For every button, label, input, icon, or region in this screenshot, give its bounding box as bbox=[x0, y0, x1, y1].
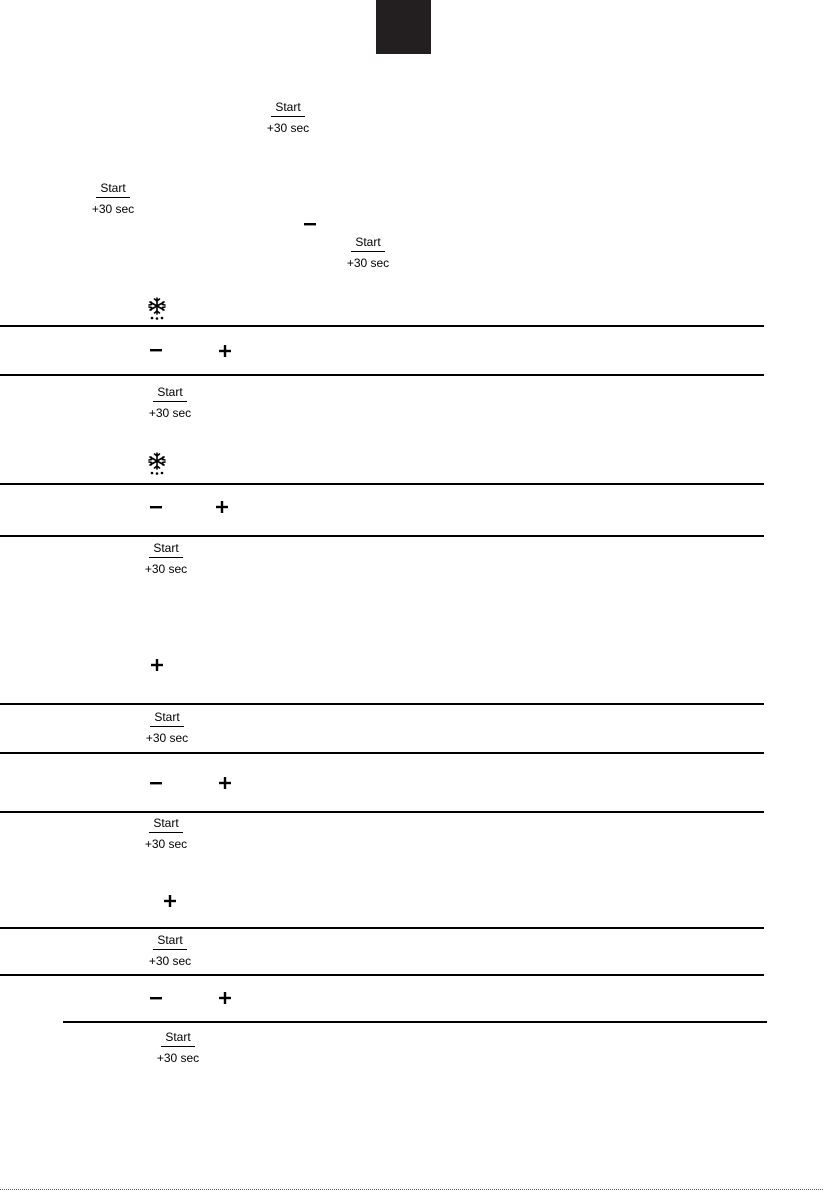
plus-30-sec-label: +30 sec bbox=[148, 954, 192, 968]
minus-icon bbox=[149, 343, 163, 357]
start-label: Start bbox=[275, 100, 301, 114]
plus-icon bbox=[215, 500, 229, 514]
page-bottom-border bbox=[0, 1189, 823, 1190]
table-rule bbox=[0, 374, 764, 376]
start-label: Start bbox=[153, 816, 179, 830]
plus-30-sec-label: +30 sec bbox=[156, 1051, 200, 1065]
table-rule bbox=[0, 535, 764, 537]
plus-30-sec-label: +30 sec bbox=[144, 837, 188, 851]
start-label: Start bbox=[157, 933, 183, 947]
table-rule bbox=[63, 1021, 767, 1023]
defrost-snowflake-icon bbox=[146, 451, 168, 475]
plus-icon bbox=[218, 776, 232, 790]
plus-30-sec-label: +30 sec bbox=[148, 406, 192, 420]
table-rule bbox=[0, 752, 764, 754]
defrost-snowflake-icon bbox=[146, 296, 168, 320]
language-tab bbox=[376, 0, 431, 54]
minus-icon bbox=[149, 500, 163, 514]
table-rule bbox=[0, 927, 764, 929]
start-30sec-symbol bbox=[83, 182, 143, 215]
table-rule bbox=[0, 483, 764, 485]
start-30sec-symbol bbox=[137, 711, 197, 744]
start-30sec-symbol bbox=[258, 101, 318, 134]
start-label: Start bbox=[153, 541, 179, 555]
minus-icon bbox=[303, 217, 317, 231]
table-rule bbox=[0, 974, 764, 976]
plus-icon bbox=[163, 894, 177, 908]
start-label: Start bbox=[165, 1030, 191, 1044]
table-rule bbox=[0, 811, 764, 813]
plus-30-sec-label: +30 sec bbox=[145, 731, 189, 745]
start-label: Start bbox=[355, 235, 381, 249]
start-label: Start bbox=[154, 710, 180, 724]
plus-icon bbox=[218, 344, 232, 358]
plus-icon bbox=[218, 991, 232, 1005]
start-30sec-symbol bbox=[136, 542, 196, 575]
plus-30-sec-label: +30 sec bbox=[346, 256, 390, 270]
start-30sec-symbol bbox=[140, 934, 200, 967]
plus-icon bbox=[150, 658, 164, 672]
start-30sec-symbol bbox=[140, 386, 200, 419]
minus-icon bbox=[149, 991, 163, 1005]
start-label: Start bbox=[100, 181, 126, 195]
table-rule bbox=[0, 703, 764, 705]
table-rule bbox=[0, 325, 764, 327]
start-label: Start bbox=[157, 385, 183, 399]
plus-30-sec-label: +30 sec bbox=[144, 562, 188, 576]
start-30sec-symbol bbox=[148, 1031, 208, 1064]
start-30sec-symbol bbox=[136, 817, 196, 850]
plus-30-sec-label: +30 sec bbox=[91, 202, 135, 216]
start-30sec-symbol bbox=[338, 236, 398, 269]
minus-icon bbox=[149, 776, 163, 790]
plus-30-sec-label: +30 sec bbox=[266, 121, 310, 135]
